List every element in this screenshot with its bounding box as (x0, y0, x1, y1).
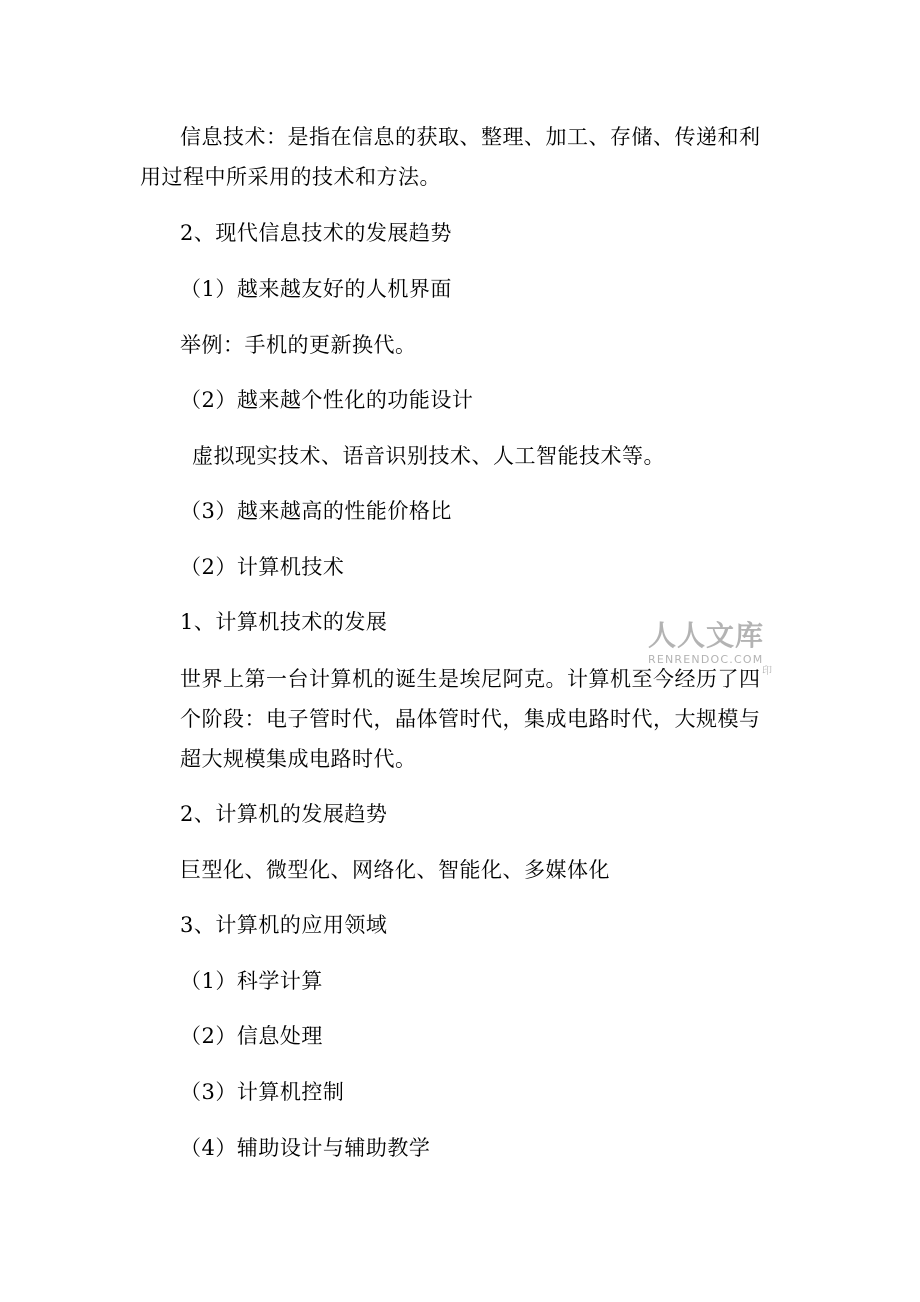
text-computer-trends-list: 巨型化、微型化、网络化、智能化、多媒体化 (180, 858, 610, 882)
heading-modern-it-trends: 2、现代信息技术的发展趋势 (180, 221, 452, 245)
heading-application-fields: 3、计算机的应用领域 (180, 913, 388, 937)
paragraph-eniac-line-1: 世界上第一台计算机的诞生是埃尼阿克。计算机至今经历了四 (180, 667, 761, 691)
heading-computer-development: 1、计算机技术的发展 (180, 610, 388, 634)
watermark-stamp: 印 (762, 666, 772, 677)
text-vr-speech-ai: 虚拟现实技术、语音识别技术、人工智能技术等。 (192, 444, 665, 468)
section-heading-computer-technology: （2）计算机技术 (180, 555, 345, 579)
heading-computer-trends: 2、计算机的发展趋势 (180, 802, 388, 826)
list-item-assisted-design-teaching: （4）辅助设计与辅助教学 (180, 1136, 431, 1160)
paragraph-definition-line-2: 用过程中所采用的技术和方法。 (140, 165, 441, 189)
list-item-personalized-design: （2）越来越个性化的功能设计 (180, 388, 474, 412)
example-phone-upgrade: 举例：手机的更新换代。 (180, 333, 417, 357)
list-item-information-processing: （2）信息处理 (180, 1024, 323, 1048)
list-item-scientific-computing: （1）科学计算 (180, 969, 323, 993)
watermark-subtitle: RENRENDOC.COM (648, 653, 764, 666)
watermark-title: 人人文库 (648, 619, 765, 652)
list-item-price-performance: （3）越来越高的性能价格比 (180, 499, 452, 523)
paragraph-eniac-line-3: 超大规模集成电路时代。 (180, 747, 417, 771)
list-item-friendly-interface: （1）越来越友好的人机界面 (180, 277, 452, 301)
paragraph-eniac-line-2: 个阶段：电子管时代，晶体管时代，集成电路时代，大规模与 (180, 707, 761, 731)
list-item-computer-control: （3）计算机控制 (180, 1080, 345, 1104)
paragraph-definition-line-1: 信息技术：是指在信息的获取、整理、加工、存储、传递和利 (180, 125, 761, 149)
